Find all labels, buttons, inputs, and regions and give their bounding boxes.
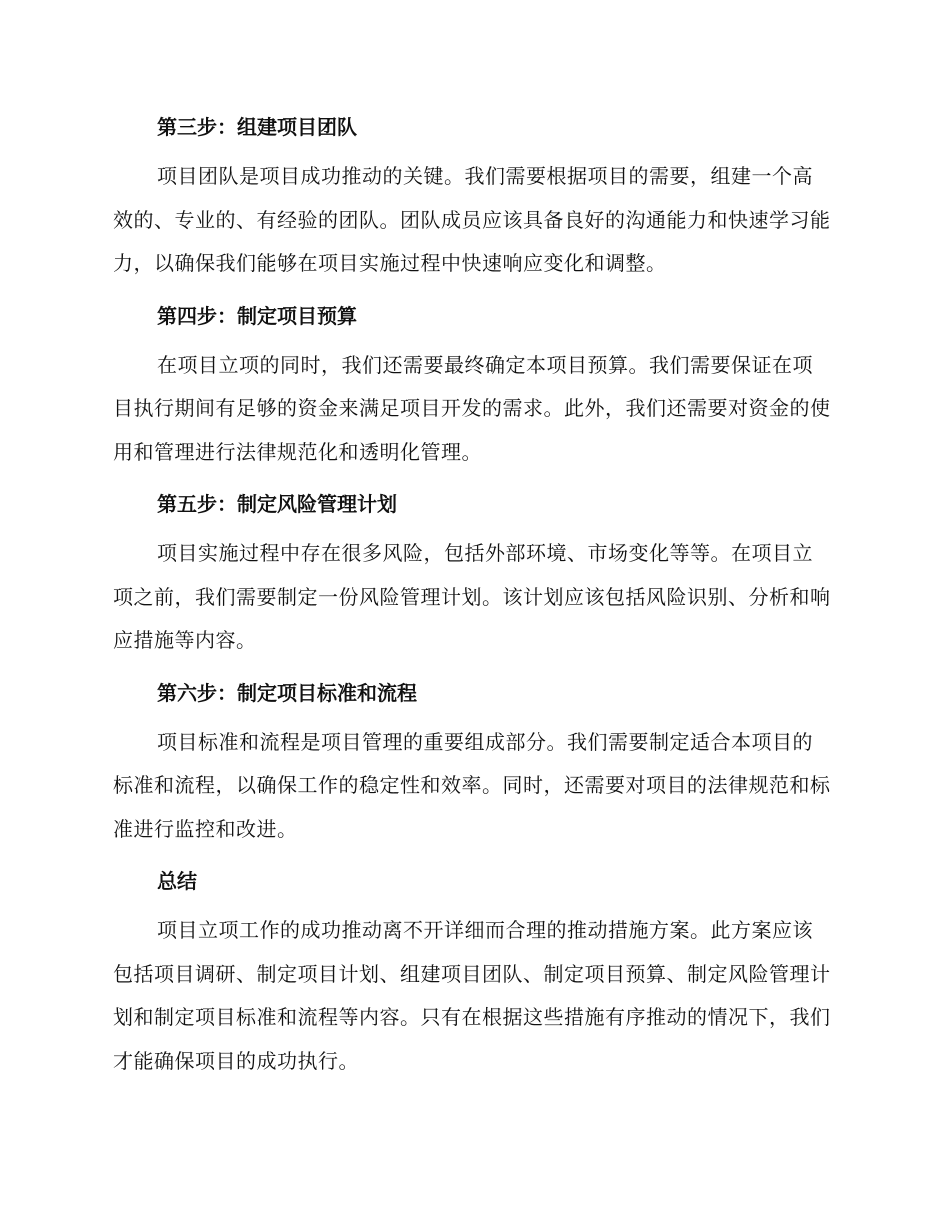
- section-standards: [113, 672, 833, 852]
- section-heading: 第六步：制定项目标准和流程: [157, 680, 417, 705]
- section-heading: 第三步：组建项目团队: [157, 115, 357, 139]
- section-paragraph: 项目标准和流程是项目管理的重要组成部分。我们需要制定适合本项目的标准和流程，以确保工作的稳定性和效率。同时，还需要对项目的法律规范和标准进行监控和改进。: [113, 729, 831, 841]
- section-heading: 第五步：制定风险管理计划: [157, 492, 397, 516]
- section-paragraph: 在项目立项的同时，我们还需要最终确定本项目预算。我们需要保证在项目执行期间有足够的资金来满足项目开发的需求。此外，我们还需要对资金的使用和管理进行法律规范化和透明化管理。: [113, 352, 831, 464]
- section-paragraph: 项目立项工作的成功推动离不开详细而合理的推动措施方案。此方案应该包括项目调研、制定项目计划、组建项目团队、制定项目预算、制定风险管理计划和制定项目标准和流程等内容。只有在根据这些措施有序推动的情况下，我们才能确保项目的成功执行。: [113, 918, 831, 1073]
- section-paragraph: 项目团队是项目成功推动的关键。我们需要根据项目的需要，组建一个高效的、专业的、有经验的团队。团队成员应该具备良好的沟通能力和快速学习能力，以确保我们能够在项目实施过程中快速响应变化和调整。: [113, 164, 831, 275]
- document-page: [113, 106, 833, 1092]
- section-paragraph: 项目实施过程中存在很多风险，包括外部环境、市场变化等等。在项目立项之前，我们需要制定一份风险管理计划。该计划应该包括风险识别、分析和响应措施等内容。: [113, 541, 831, 652]
- section-team: [113, 106, 833, 286]
- section-heading: 第四步：制定项目预算: [157, 303, 357, 328]
- section-budget: [113, 295, 833, 475]
- section-summary: [113, 860, 833, 1083]
- section-heading: 总结: [157, 869, 197, 893]
- section-risk: [113, 483, 833, 663]
